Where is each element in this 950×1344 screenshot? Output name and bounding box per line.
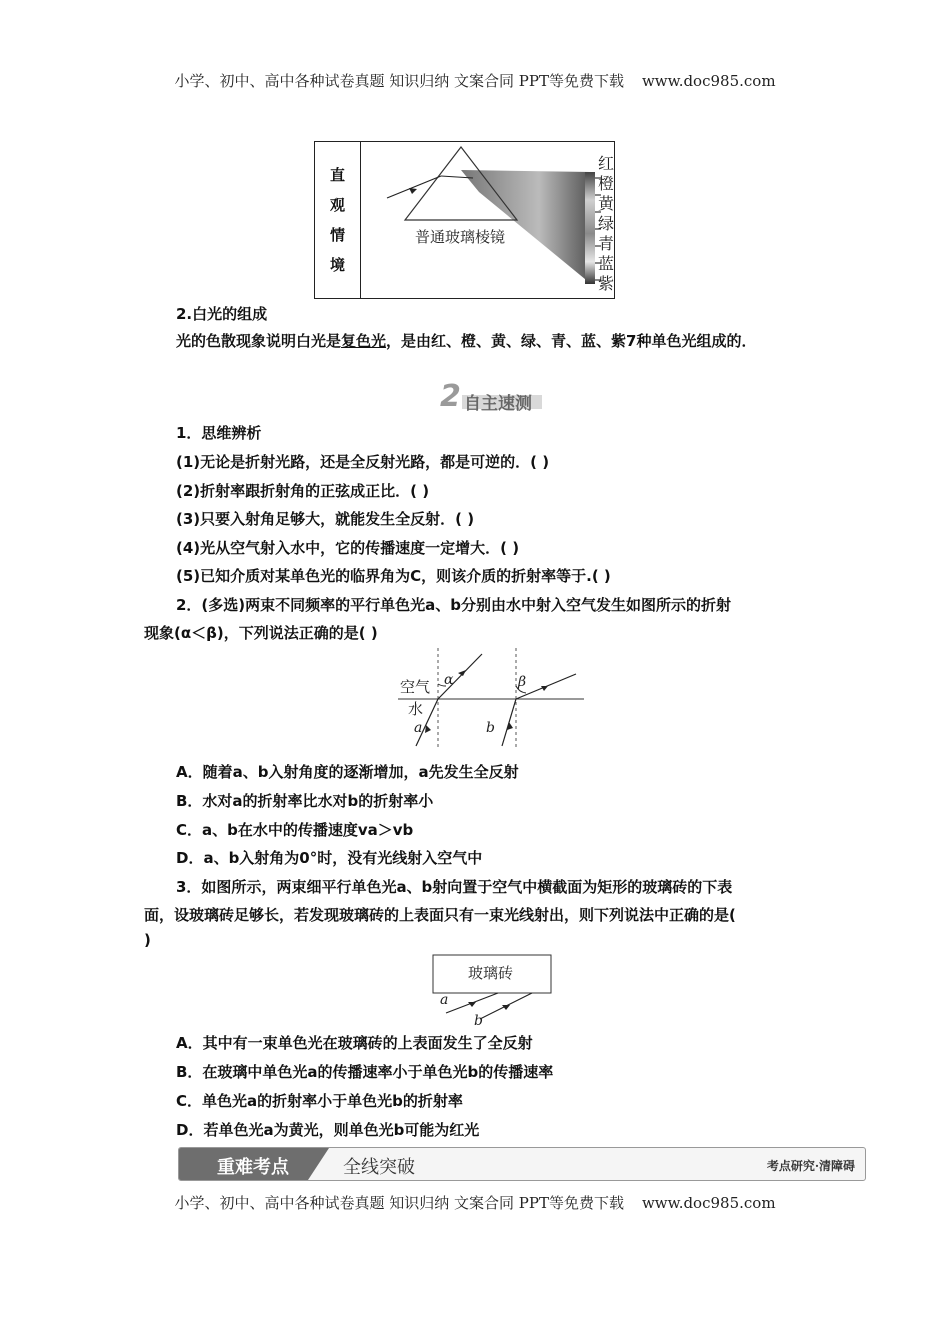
arrow-icon bbox=[458, 670, 466, 676]
label-b: b bbox=[486, 720, 495, 736]
q3-option-b: B．在玻璃中单色光a的传播速率小于单色光b的传播速率 bbox=[176, 1063, 554, 1081]
spectrum-band bbox=[585, 172, 595, 284]
q1-item-2: (2)折射率跟折射角的正弦成正比．( ) bbox=[176, 482, 430, 500]
color-green: 绿 bbox=[598, 214, 615, 233]
q3-stem-line2: 面，设玻璃砖足够长，若发现玻璃砖的上表面只有一束光线射出，则下列说法中正确的是( bbox=[144, 906, 736, 924]
label-char: 直 bbox=[329, 166, 345, 184]
color-violet: 紫 bbox=[598, 274, 615, 293]
q3-option-d: D．若单色光a为黄光，则单色光b可能为红光 bbox=[176, 1121, 480, 1139]
q3-glass-brick-figure bbox=[428, 953, 558, 1027]
section-banner bbox=[440, 379, 544, 414]
prism-dispersion-diagram bbox=[361, 142, 617, 298]
footer-text: 小学、初中、高中各种试卷真题 知识归纳 文案合同 PPT等免费下载 bbox=[174, 1194, 624, 1212]
label-a: a bbox=[440, 992, 449, 1008]
footer-url[interactable]: www.doc985.com bbox=[641, 1194, 776, 1212]
white-light-text-before: 光的色散现象说明白光是 bbox=[176, 332, 342, 350]
section-title: 自主速测 bbox=[464, 394, 532, 414]
color-red: 红 bbox=[598, 154, 615, 173]
q3-option-a: A．其中有一束单色光在玻璃砖的上表面发生了全反射 bbox=[176, 1034, 533, 1052]
color-cyan: 青 bbox=[598, 234, 615, 253]
dispersed-beam bbox=[461, 170, 591, 284]
section-number: 2 bbox=[440, 379, 461, 414]
label-char: 情 bbox=[329, 226, 345, 244]
bottom-banner-left: 重难考点 bbox=[217, 1157, 289, 1178]
label-b: b bbox=[474, 1013, 483, 1027]
color-yellow: 黄 bbox=[598, 194, 615, 213]
q2-option-d: D．a、b入射角为0°时，没有光线射入空气中 bbox=[176, 849, 483, 867]
label-char: 观 bbox=[329, 196, 345, 214]
q2-stem-line1: 2．(多选)两束不同频率的平行单色光a、b分别由水中射入空气发生如图所示的折射 bbox=[176, 596, 732, 614]
bottom-banner-right: 考点研究·清障碍 bbox=[766, 1159, 855, 1173]
q3-stem-line3: ) bbox=[144, 931, 151, 949]
color-labels bbox=[598, 154, 616, 294]
q3-stem-line1: 3．如图所示，两束细平行单色光a、b射向置于空气中横截面为矩形的玻璃砖的下表 bbox=[176, 878, 733, 896]
header-url[interactable]: www.doc985.com bbox=[641, 72, 776, 90]
header-text: 小学、初中、高中各种试卷真题 知识归纳 文案合同 PPT等免费下载 bbox=[174, 72, 624, 90]
q2-option-b: B．水对a的折射率比水对b的折射率小 bbox=[176, 792, 434, 810]
q1-title: 1．思维辨析 bbox=[176, 424, 262, 442]
q1-item-5: (5)已知介质对某单色光的临界角为C，则该介质的折射率等于.( ) bbox=[176, 567, 611, 585]
label-alpha: α bbox=[444, 672, 454, 688]
white-light-heading: 2.白光的组成 bbox=[176, 305, 268, 323]
page-footer bbox=[0, 1192, 950, 1213]
q2-option-c: C．a、b在水中的传播速度va＞vb bbox=[176, 821, 414, 839]
q2-stem-line2: 现象(α＜β)，下列说法正确的是( ) bbox=[144, 624, 378, 642]
white-light-paragraph bbox=[144, 327, 814, 355]
prism-table-label-cell bbox=[315, 142, 361, 298]
label-air: 空气 bbox=[400, 678, 431, 696]
q2-refraction-figure bbox=[398, 646, 588, 752]
incident-ray bbox=[387, 176, 441, 198]
label-beta: β bbox=[518, 674, 527, 690]
bottom-banner bbox=[178, 1147, 866, 1181]
q3-option-c: C．单色光a的折射率小于单色光b的折射率 bbox=[176, 1092, 463, 1110]
bottom-banner-middle: 全线突破 bbox=[343, 1157, 415, 1178]
label-char: 境 bbox=[329, 256, 345, 274]
prism-caption: 普通玻璃棱镜 bbox=[415, 228, 506, 246]
arrow-icon bbox=[425, 725, 431, 733]
white-light-text-after: ，是由红、橙、黄、绿、青、蓝、紫7种单色光组成的． bbox=[386, 332, 757, 350]
prism-table bbox=[314, 141, 615, 299]
white-light-keyword: 复色光 bbox=[341, 332, 387, 350]
arrow-icon bbox=[409, 188, 417, 194]
label-a: a bbox=[414, 720, 423, 736]
label-water: 水 bbox=[408, 700, 424, 718]
q2-option-a: A．随着a、b入射角度的逐渐增加，a先发生全反射 bbox=[176, 763, 519, 781]
q1-item-4: (4)光从空气射入水中，它的传播速度一定增大．( ) bbox=[176, 539, 520, 557]
q1-item-3: (3)只要入射角足够大，就能发生全反射．( ) bbox=[176, 510, 475, 528]
page-header bbox=[0, 70, 950, 91]
color-blue: 蓝 bbox=[598, 254, 615, 273]
glass-brick-label: 玻璃砖 bbox=[468, 964, 514, 982]
color-orange: 橙 bbox=[598, 174, 615, 193]
q1-item-1: (1)无论是折射光路，还是全反射光路，都是可逆的．( ) bbox=[176, 453, 550, 471]
